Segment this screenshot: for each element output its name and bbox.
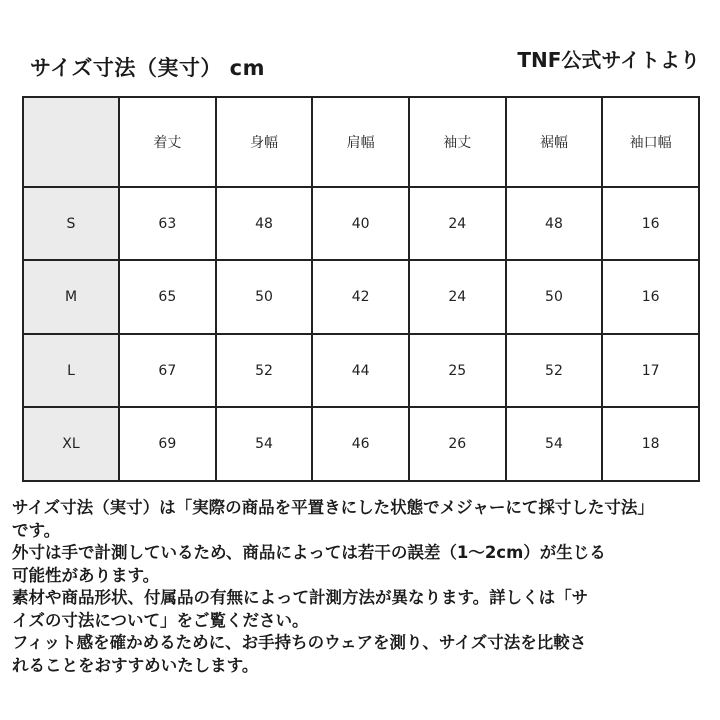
row-size-label: XL: [23, 407, 119, 481]
table-cell: 52: [506, 334, 603, 408]
table-cell: 54: [506, 407, 603, 481]
table-row: [23, 187, 699, 261]
note-line: 外寸は手で計測しているため、商品によっては若干の誤差（1〜2cm）が生じる: [12, 543, 606, 562]
note-line: れることをおすすめいたします。: [12, 655, 259, 675]
table-cell: 50: [216, 260, 313, 334]
table-cell: 17: [602, 334, 699, 408]
note-line: です。: [12, 520, 61, 540]
table-row: [23, 407, 699, 481]
column-header: 着丈: [119, 97, 216, 187]
table-cell: 42: [312, 260, 409, 334]
table-cell: 16: [602, 187, 699, 261]
note-line: サイズ寸法（実寸）は「実際の商品を平置きにした状態でメジャーにて採寸した寸法」: [12, 498, 654, 517]
table-cell: 65: [119, 260, 216, 334]
note-line: イズの寸法について」をご覧ください。: [12, 610, 309, 630]
column-header: 裾幅: [506, 97, 603, 187]
row-size-label: L: [23, 334, 119, 408]
table-cell: 48: [216, 187, 313, 261]
table-header-row: [23, 97, 699, 187]
table-cell: 69: [119, 407, 216, 481]
note-line: 可能性があります。: [12, 565, 160, 585]
table-cell: 48: [506, 187, 603, 261]
table-cell: 24: [409, 187, 506, 261]
note-line: 素材や商品形状、付属品の有無によって計測方法が異なります。詳しくは「サ: [12, 588, 589, 607]
table-cell: 63: [119, 187, 216, 261]
row-size-label: M: [23, 260, 119, 334]
table-cell: 25: [409, 334, 506, 408]
table-corner-cell: [23, 97, 119, 187]
row-size-label: S: [23, 187, 119, 261]
note-line: フィット感を確かめるために、お手持ちのウェアを測り、サイズ寸法を比較さ: [12, 633, 587, 652]
table-cell: 50: [506, 260, 603, 334]
source-label: TNF公式サイトより: [517, 48, 700, 72]
table-cell: 54: [216, 407, 313, 481]
table-cell: 44: [312, 334, 409, 408]
table-cell: 52: [216, 334, 313, 408]
page-title: サイズ寸法（実寸） cm: [30, 56, 265, 80]
column-header: 袖口幅: [602, 97, 699, 187]
table-cell: 24: [409, 260, 506, 334]
size-table: [22, 96, 700, 482]
table-cell: 46: [312, 407, 409, 481]
notes-section: [12, 497, 712, 677]
table-row: [23, 260, 699, 334]
column-header: 袖丈: [409, 97, 506, 187]
table-cell: 26: [409, 407, 506, 481]
table-cell: 67: [119, 334, 216, 408]
table-cell: 16: [602, 260, 699, 334]
column-header: 肩幅: [312, 97, 409, 187]
table-cell: 18: [602, 407, 699, 481]
column-header: 身幅: [216, 97, 313, 187]
table-cell: 40: [312, 187, 409, 261]
table-row: [23, 334, 699, 408]
